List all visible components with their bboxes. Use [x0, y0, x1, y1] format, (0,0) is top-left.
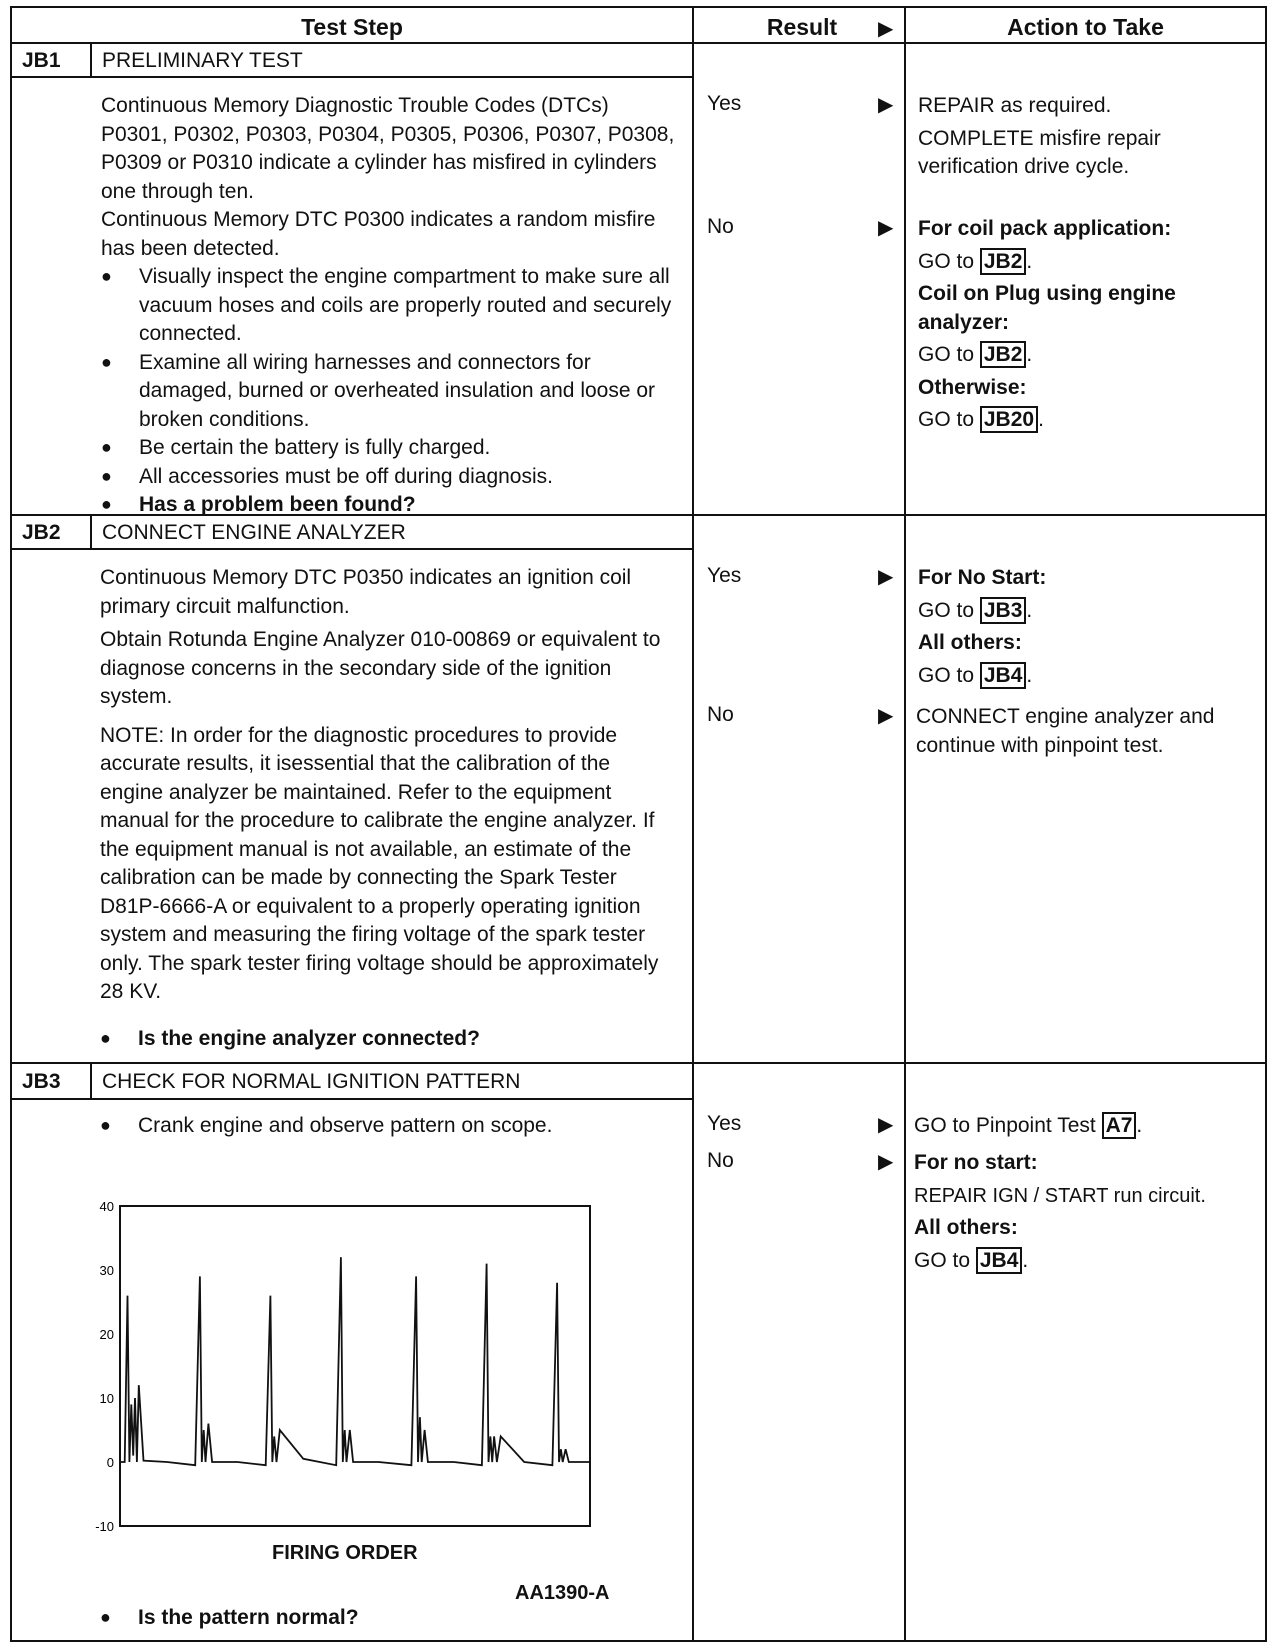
jb3-result-no: No — [707, 1149, 734, 1172]
ref-link-jb20[interactable]: JB20 — [980, 406, 1038, 433]
jb3-title: CHECK FOR NORMAL IGNITION PATTERN — [102, 1070, 521, 1093]
y-tick-label: 0 — [106, 1455, 114, 1470]
jb1-bullet: ● Examine all wiring harnesses and connectors for damaged, burned or overheated insulation and loose or broken conditions. — [101, 349, 676, 435]
jb2-paragraph: Continuous Memory DTC P0350 indicates an ignition coil primary circuit malfunction. — [100, 566, 632, 618]
jb2-code: JB2 — [22, 521, 61, 544]
action-heading: Coil on Plug using engine analyzer: — [918, 282, 1176, 334]
jb1-bullet: ● All accessories must be off during diagnosis. — [101, 463, 676, 492]
jb2-bullet-list — [100, 1025, 675, 1054]
figure-id: AA1390-A — [515, 1582, 610, 1604]
series-line — [120, 1257, 590, 1465]
jb1-code: JB1 — [22, 49, 61, 72]
ref-link-jb2[interactable]: JB2 — [980, 341, 1027, 368]
y-tick-label: 40 — [99, 1199, 114, 1214]
jb1-question: ● Has a problem been found? — [101, 491, 676, 520]
action-heading: All others: — [914, 1216, 1018, 1239]
jb1-bullet: ● Visually inspect the engine compartment to make sure all vacuum hoses and coils are properly routed and securely connected. — [101, 263, 676, 349]
arrow-icon: ▶ — [878, 705, 894, 727]
arrow-icon: ▶ — [878, 217, 894, 239]
y-tick-label: 10 — [99, 1391, 114, 1406]
go-to-text: GO to Pinpoint Test — [914, 1114, 1096, 1137]
header-action: Action to Take — [1007, 14, 1164, 40]
go-to-text: GO to — [918, 249, 975, 273]
diagnostic-table — [10, 6, 1267, 1642]
jb2-question: ● Is the engine analyzer connected? — [100, 1025, 675, 1054]
header-divider — [12, 42, 1265, 44]
action-heading: For No Start: — [918, 566, 1047, 589]
ref-link-jb2[interactable]: JB2 — [980, 248, 1027, 275]
jb2-result-no: No — [707, 703, 734, 726]
jb2-action-no: CONNECT engine analyzer and continue with pinpoint test. — [916, 705, 1215, 757]
header-result: Result — [766, 14, 838, 40]
arrow-icon: ▶ — [878, 94, 894, 116]
jb2-paragraph: Obtain Rotunda Engine Analyzer 010-00869 or equivalent to diagnose concerns in the secondary side of the ignition system. — [100, 628, 661, 708]
jb1-bullet-list — [101, 263, 676, 520]
jb3-question: ● Is the pattern normal? — [100, 1604, 680, 1633]
jb2-action-yes: For No Start: GO to JB3 . All others: GO to JB4 . — [918, 564, 1258, 694]
result-action-divider — [904, 8, 906, 1640]
jb2-title: CONNECT ENGINE ANALYZER — [102, 521, 406, 544]
ref-link-jb4[interactable]: JB4 — [976, 1247, 1023, 1274]
y-tick-label: 30 — [99, 1263, 114, 1278]
jb1-action-yes — [918, 92, 1258, 186]
jb1-bullet: ● Be certain the battery is fully charged. — [101, 434, 676, 463]
chart-frame — [120, 1206, 590, 1526]
arrow-icon: ▶ — [878, 1114, 894, 1136]
jb3-title-divider — [12, 1098, 692, 1100]
jb3-action-yes: GO to Pinpoint Test A7 . — [914, 1114, 1143, 1137]
jb3-code-divider — [90, 1062, 92, 1098]
jb2-title-divider — [12, 548, 692, 550]
jb1-paragraph: Continuous Memory DTC P0300 indicates a random misfire has been detected. — [101, 208, 656, 260]
jb3-action-no: For no start: REPAIR IGN / START run circuit. All others: GO to JB4 . — [914, 1149, 1266, 1279]
header-arrow-icon: ▶ — [878, 18, 894, 40]
jb3-row-divider — [12, 1062, 1265, 1064]
arrow-icon: ▶ — [878, 566, 894, 588]
action-heading: For coil pack application: — [918, 217, 1172, 240]
step-result-divider — [692, 8, 694, 1640]
y-tick-label: -10 — [95, 1519, 114, 1534]
action-line: REPAIR as required. — [918, 94, 1112, 117]
jb1-action-no: For coil pack application: GO to JB2 . Coil on Plug using engine analyzer: GO to JB2 . Otherwise: GO to JB20 . — [918, 215, 1258, 439]
action-heading: All others: — [918, 631, 1022, 654]
action-heading: Otherwise: — [918, 375, 1027, 399]
arrow-icon: ▶ — [878, 1151, 894, 1173]
go-to-text: GO to — [914, 1248, 971, 1272]
go-to-text: GO to — [918, 663, 975, 687]
jb3-bullet-list — [100, 1604, 680, 1633]
ref-link-a7[interactable]: A7 — [1102, 1112, 1137, 1139]
ref-link-jb3[interactable]: JB3 — [980, 597, 1027, 624]
chart-x-label: FIRING ORDER — [272, 1542, 418, 1564]
jb3-bullet-list — [100, 1112, 680, 1141]
jb3-bullet: ● Crank engine and observe pattern on scope. — [100, 1112, 680, 1141]
action-line: REPAIR IGN / START run circuit. — [914, 1184, 1206, 1207]
jb3-code: JB3 — [22, 1070, 61, 1093]
jb2-result-yes: Yes — [707, 564, 742, 587]
header-test-step: Test Step — [301, 14, 403, 40]
ref-link-jb4[interactable]: JB4 — [980, 662, 1027, 689]
jb1-result-yes: Yes — [707, 92, 742, 115]
ignition-pattern-chart — [82, 1198, 642, 1558]
jb3-result-yes: Yes — [707, 1112, 742, 1135]
jb1-result-no: No — [707, 215, 734, 238]
y-tick-label: 20 — [99, 1327, 114, 1342]
jb1-description — [101, 92, 676, 263]
action-line: COMPLETE misfire repair verification drive cycle. — [918, 126, 1161, 178]
jb2-code-divider — [90, 514, 92, 548]
jb2-description — [100, 564, 675, 1007]
go-to-text: GO to — [918, 598, 975, 622]
jb1-code-divider — [90, 42, 92, 76]
jb1-title: PRELIMINARY TEST — [102, 49, 303, 72]
jb2-note: NOTE: In order for the diagnostic procedures to provide accurate results, it isessential that the calibration of the engine analyzer be maintained. Refer to the equipment manual for the procedure to calibrate the engine analyzer. If the equipment manual is not available, an estimate of the calibration can be made by connecting the Spark Tester D81P-6666-A or equivalent to a properly operating ignition system and measuring the firing voltage of the spark tester only. The spark tester firing voltage should be approximately 28 KV. — [100, 723, 659, 1003]
go-to-text: GO to — [918, 408, 975, 431]
go-to-text: GO to — [918, 343, 975, 366]
jb1-paragraph: Continuous Memory Diagnostic Trouble Codes (DTCs) P0301, P0302, P0303, P0304, P0305, P0306, P0307, P0308, P0309 or P0310 indicate a cylinder has misfired in cylinders one through ten. — [101, 94, 675, 203]
jb1-title-divider — [12, 76, 692, 78]
action-heading: For no start: — [914, 1151, 1038, 1174]
